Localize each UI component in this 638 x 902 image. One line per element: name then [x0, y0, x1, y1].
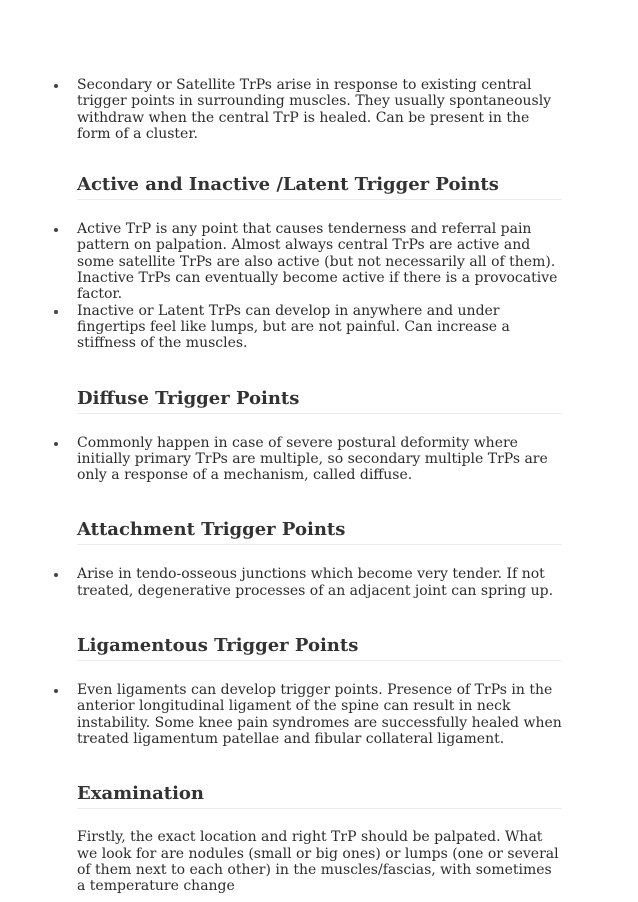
- list-item: Inactive or Latent TrPs can develop in anywhere and under fingertips feel like lumps, but are not painful. Can increase a stiffness of the muscles.: [77, 303, 562, 352]
- document-content: [77, 77, 562, 894]
- heading-diffuse: Diffuse Trigger Points: [77, 388, 562, 414]
- intro-list: [77, 77, 562, 142]
- heading-examination: Examination: [77, 783, 562, 809]
- diffuse-list: [77, 435, 562, 484]
- list-item: Secondary or Satellite TrPs arise in response to existing central trigger points in surrounding muscles. They usually spontaneously withdraw when the central TrP is healed. Can be present in the form of a cluster.: [77, 77, 562, 142]
- active-list: [77, 221, 562, 351]
- list-item: Active TrP is any point that causes tenderness and referral pain pattern on palpation. Almost always central TrPs are active and some satellite TrPs are also active (but not necessarily all of them). Inactive TrPs can eventually become active if there is a provocative factor.: [77, 221, 562, 302]
- heading-ligamentous: Ligamentous Trigger Points: [77, 635, 562, 661]
- list-item: Even ligaments can develop trigger points. Presence of TrPs in the anterior longitudinal ligament of the spine can result in neck instability. Some knee pain syndromes are successfully healed when treated ligamentum patellae and fibular collateral ligament.: [77, 682, 562, 747]
- list-item: Arise in tendo-osseous junctions which become very tender. If not treated, degenerative processes of an adjacent joint can spring up.: [77, 566, 562, 599]
- heading-active-inactive: Active and Inactive /Latent Trigger Points: [77, 174, 562, 200]
- examination-paragraph: Firstly, the exact location and right TrP should be palpated. What we look for are nodules (small or big ones) or lumps (one or several of them next to each other) in the muscles/fascias, with sometimes a temperature change: [77, 829, 559, 895]
- list-item: Commonly happen in case of severe postural deformity where initially primary TrPs are multiple, so secondary multiple TrPs are only a response of a mechanism, called diffuse.: [77, 435, 562, 484]
- attachment-list: [77, 566, 562, 599]
- ligamentous-list: [77, 682, 562, 747]
- heading-attachment: Attachment Trigger Points: [77, 519, 562, 545]
